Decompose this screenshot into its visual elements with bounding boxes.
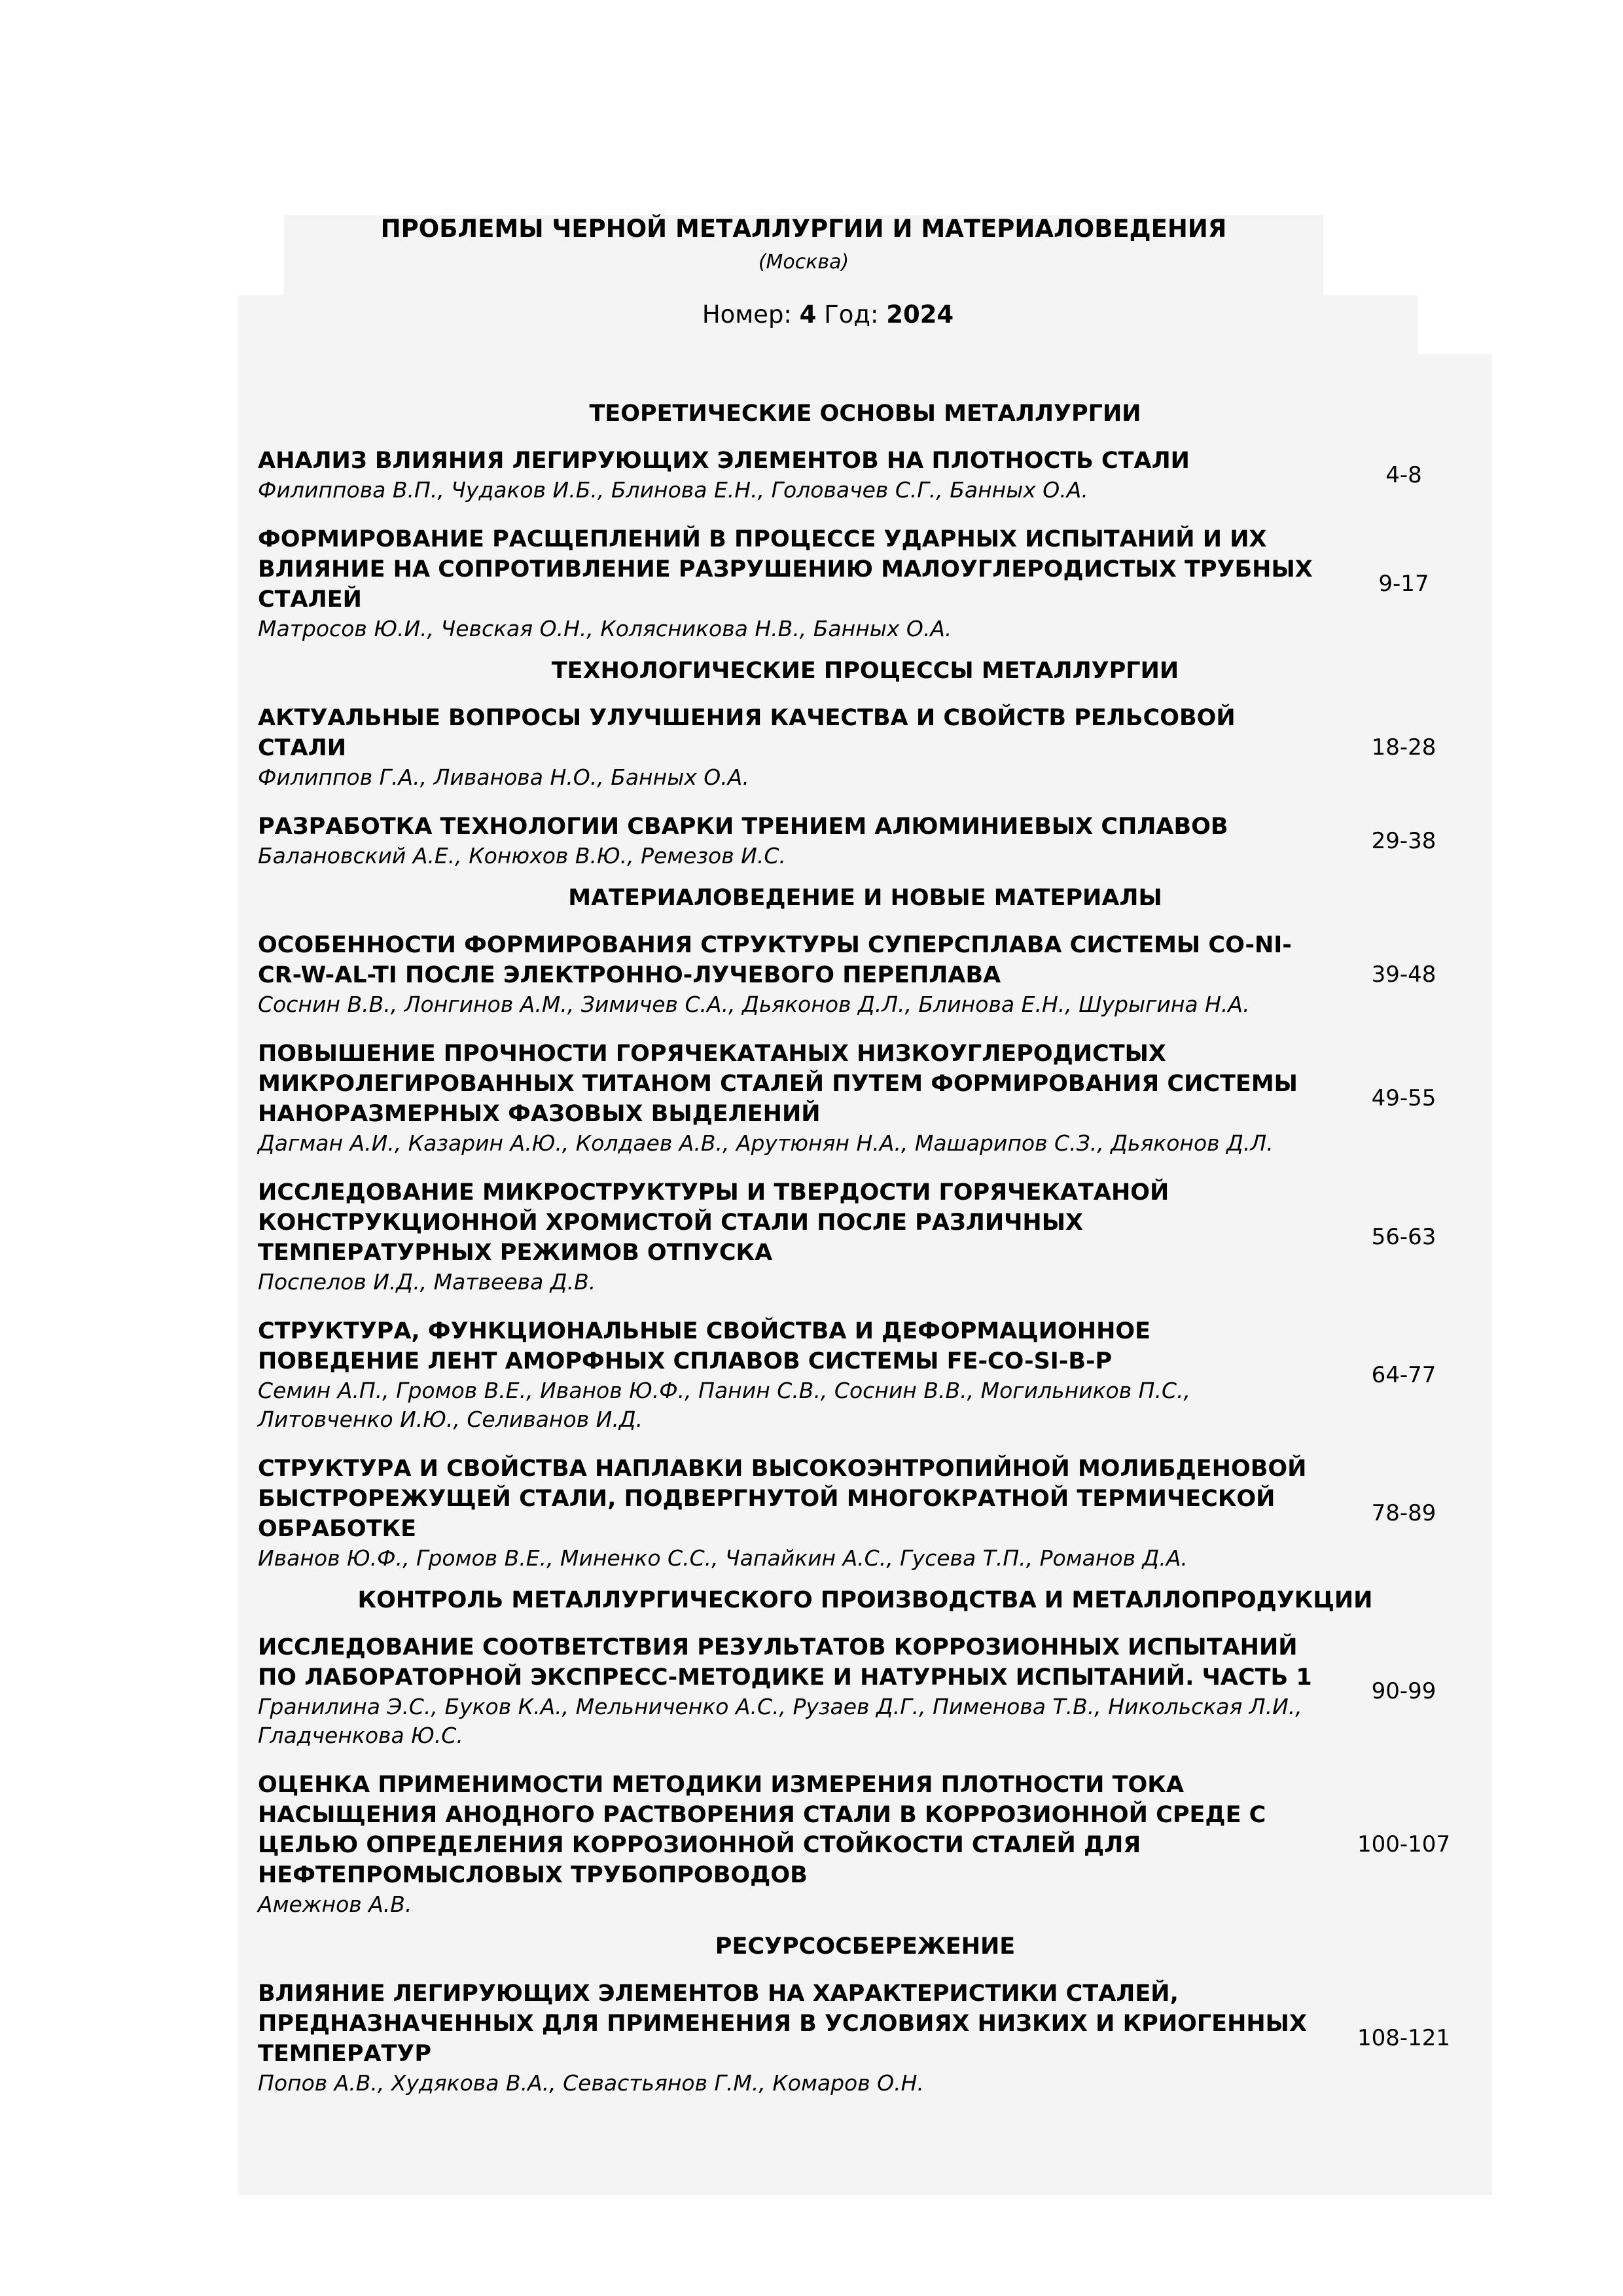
article-authors: Филиппов Г.А., Ливанова Н.О., Банных О.А. — [258, 764, 749, 790]
article-authors: Балановский А.Е., Конюхов В.Ю., Ремезов И.С. — [258, 843, 786, 869]
article-authors: Иванов Ю.Ф., Громов В.Е., Миненко С.С., Чапайкин А.С., Гусева Т.П., Романов Д.А. — [258, 1545, 1188, 1571]
article-entry — [238, 920, 1492, 1028]
article-title[interactable]: СТРУКТУРА, ФУНКЦИОНАЛЬНЫЕ СВОЙСТВА И ДЕФОРМАЦИОННОЕ ПОВЕДЕНИЕ ЛЕНТ АМОРФНЫХ СПЛАВОВ СИСТЕМЫ FE-CO-SI-B-P — [258, 1318, 1151, 1374]
article-pages: 18-28 — [1371, 734, 1436, 761]
journal-city: (Москва) — [758, 251, 849, 274]
issue-label: Номер: — [702, 300, 792, 329]
article-entry — [238, 801, 1492, 880]
article-authors: Попов А.В., Худякова В.А., Севастьянов Г.М., Комаров О.Н. — [258, 2070, 924, 2096]
section-title: РЕСУРСОСБЕРЕЖЕНИЕ — [715, 1933, 1016, 1960]
article-pages: 4-8 — [1385, 462, 1422, 488]
article-text — [238, 1316, 1315, 1434]
article-pages: 39-48 — [1371, 961, 1436, 988]
article-text — [238, 703, 1315, 792]
article-title[interactable]: РАЗРАБОТКА ТЕХНОЛОГИИ СВАРКИ ТРЕНИЕМ АЛЮМИНИЕВЫХ СПЛАВОВ — [258, 814, 1228, 840]
article-title[interactable]: ОСОБЕННОСТИ ФОРМИРОВАНИЯ СТРУКТУРЫ СУПЕРСПЛАВА СИСТЕМЫ CO-NI-CR-W-AL-TI ПОСЛЕ ЭЛЕКТРОННО-ЛУЧЕВОГО ПЕРЕПЛАВА — [258, 932, 1292, 988]
article-pages: 9-17 — [1378, 571, 1429, 597]
article-pages: 100-107 — [1357, 1831, 1451, 1857]
article-text — [238, 1177, 1315, 1297]
article-entry — [238, 692, 1492, 801]
article-authors: Амежнов А.В. — [258, 1892, 412, 1917]
issue-number: 4 — [799, 300, 817, 329]
article-title[interactable]: ИССЛЕДОВАНИЕ МИКРОСТРУКТУРЫ И ТВЕРДОСТИ ГОРЯЧЕКАТАНОЙ КОНСТРУКЦИОННОЙ ХРОМИСТОЙ СТАЛИ ПОСЛЕ РАЗЛИЧНЫХ ТЕМПЕРАТУРНЫХ РЕЖИМОВ ОТПУСКА — [258, 1179, 1169, 1266]
article-pages: 90-99 — [1371, 1678, 1436, 1704]
article-entry — [238, 1167, 1492, 1306]
article-title[interactable]: АНАЛИЗ ВЛИЯНИЯ ЛЕГИРУЮЩИХ ЭЛЕМЕНТОВ НА ПЛОТНОСТЬ СТАЛИ — [258, 448, 1190, 474]
article-text — [238, 446, 1315, 505]
article-pages: 64-77 — [1371, 1362, 1436, 1388]
issue-info — [238, 300, 1418, 329]
article-entry — [238, 1306, 1492, 1443]
article-entry — [238, 1443, 1492, 1582]
article-pages: 49-55 — [1371, 1085, 1436, 1111]
article-pages: 29-38 — [1371, 828, 1436, 854]
article-text — [238, 1770, 1315, 1919]
year-label: Год: — [824, 300, 879, 329]
table-of-contents — [238, 395, 1492, 2107]
article-title[interactable]: АКТУАЛЬНЫЕ ВОПРОСЫ УЛУЧШЕНИЯ КАЧЕСТВА И СВОЙСТВ РЕЛЬСОВОЙ СТАЛИ — [258, 705, 1236, 761]
section-title: ТЕОРЕТИЧЕСКИЕ ОСНОВЫ МЕТАЛЛУРГИИ — [589, 401, 1141, 427]
article-pages: 78-89 — [1371, 1500, 1436, 1526]
article-title[interactable]: СТРУКТУРА И СВОЙСТВА НАПЛАВКИ ВЫСОКОЭНТРОПИЙНОЙ МОЛИБДЕНОВОЙ БЫСТРОРЕЖУЩЕЙ СТАЛИ, ПОДВЕРГНУТОЙ МНОГОКРАТНОЙ ТЕРМИЧЕСКОЙ ОБРАБОТКЕ — [258, 1456, 1307, 1542]
article-title[interactable]: ОЦЕНКА ПРИМЕНИМОСТИ МЕТОДИКИ ИЗМЕРЕНИЯ ПЛОТНОСТИ ТОКА НАСЫЩЕНИЯ АНОДНОГО РАСТВОРЕНИЯ СТАЛИ В КОРРОЗИОННОЙ СРЕДЕ С ЦЕЛЬЮ ОПРЕДЕЛЕНИЯ КОРРОЗИОННОЙ СТОЙКОСТИ СТАЛЕЙ ДЛЯ НЕФТЕПРОМЫСЛОВЫХ ТРУБОПРОВОДОВ — [258, 1772, 1266, 1888]
article-pages: 108-121 — [1357, 2025, 1451, 2051]
article-title[interactable]: ПОВЫШЕНИЕ ПРОЧНОСТИ ГОРЯЧЕКАТАНЫХ НИЗКОУГЛЕРОДИСТЫХ МИКРОЛЕГИРОВАННЫХ ТИТАНОМ СТАЛЕЙ ПУТЕМ ФОРМИРОВАНИЯ СИСТЕМЫ НАНОРАЗМЕРНЫХ ФАЗОВЫХ ВЫДЕЛЕНИЙ — [258, 1041, 1298, 1127]
article-text — [238, 1039, 1315, 1158]
article-authors: Филиппова В.П., Чудаков И.Б., Блинова Е.Н., Головачев С.Г., Банных О.А. — [258, 477, 1088, 503]
issue-year: 2024 — [886, 300, 954, 329]
article-pages: 56-63 — [1371, 1224, 1436, 1250]
article-entry — [238, 1028, 1492, 1167]
article-title[interactable]: ФОРМИРОВАНИЕ РАСЩЕПЛЕНИЙ В ПРОЦЕССЕ УДАРНЫХ ИСПЫТАНИЙ И ИХ ВЛИЯНИЕ НА СОПРОТИВЛЕНИЕ РАЗРУШЕНИЮ МАЛОУГЛЕРОДИСТЫХ ТРУБНЫХ СТАЛЕЙ — [258, 526, 1313, 613]
article-entry — [238, 1622, 1492, 1759]
article-authors: Поспелов И.Д., Матвеева Д.В. — [258, 1269, 596, 1295]
article-authors: Соснин В.В., Лонгинов А.М., Зимичев С.А., Дьяконов Д.Л., Блинова Е.Н., Шурыгина Н.А. — [258, 992, 1250, 1017]
article-text — [238, 930, 1315, 1019]
article-entry — [238, 1968, 1492, 2107]
article-authors: Семин А.П., Громов В.Е., Иванов Ю.Ф., Панин С.В., Соснин В.В., Могильников П.С., Литовченко И.Ю., Селиванов И.Д. — [258, 1378, 1191, 1432]
article-text — [238, 1979, 1315, 2098]
section-title: МАТЕРИАЛОВЕДЕНИЕ И НОВЫЕ МАТЕРИАЛЫ — [568, 885, 1162, 911]
section-title: КОНТРОЛЬ МЕТАЛЛУРГИЧЕСКОГО ПРОИЗВОДСТВА И МЕТАЛЛОПРОДУКЦИИ — [357, 1587, 1373, 1613]
article-text — [238, 812, 1315, 870]
article-authors: Дагман А.И., Казарин А.Ю., Колдаев А.В., Арутюнян Н.А., Машарипов С.З., Дьяконов Д.Л. — [258, 1130, 1274, 1156]
article-text — [238, 1632, 1315, 1750]
article-authors: Гранилина Э.С., Буков К.А., Мельниченко А.С., Рузаев Д.Г., Пименова Т.В., Никольская Л.И., Гладченкова Ю.С. — [258, 1694, 1302, 1748]
article-authors: Матросов Ю.И., Чевская О.Н., Колясникова Н.В., Банных О.А. — [258, 616, 952, 641]
article-entry — [238, 1759, 1492, 1928]
article-entry — [238, 514, 1492, 653]
article-text — [238, 1454, 1315, 1573]
article-text — [238, 524, 1315, 643]
article-title[interactable]: ВЛИЯНИЕ ЛЕГИРУЮЩИХ ЭЛЕМЕНТОВ НА ХАРАКТЕРИСТИКИ СТАЛЕЙ, ПРЕДНАЗНАЧЕННЫХ ДЛЯ ПРИМЕНЕНИЯ В УСЛОВИЯХ НИЗКИХ И КРИОГЕННЫХ ТЕМПЕРАТУР — [258, 1981, 1307, 2067]
article-title[interactable]: ИССЛЕДОВАНИЕ СООТВЕТСТВИЯ РЕЗУЛЬТАТОВ КОРРОЗИОННЫХ ИСПЫТАНИЙ ПО ЛАБОРАТОРНОЙ ЭКСПРЕСС-МЕТОДИКЕ И НАТУРНЫХ ИСПЫТАНИЙ. ЧАСТЬ 1 — [258, 1634, 1312, 1691]
article-entry — [238, 435, 1492, 514]
section-title: ТЕХНОЛОГИЧЕСКИЕ ПРОЦЕССЫ МЕТАЛЛУРГИИ — [551, 658, 1179, 684]
journal-title: ПРОБЛЕМЫ ЧЕРНОЙ МЕТАЛЛУРГИИ И МАТЕРИАЛОВЕДЕНИЯ — [380, 215, 1227, 243]
